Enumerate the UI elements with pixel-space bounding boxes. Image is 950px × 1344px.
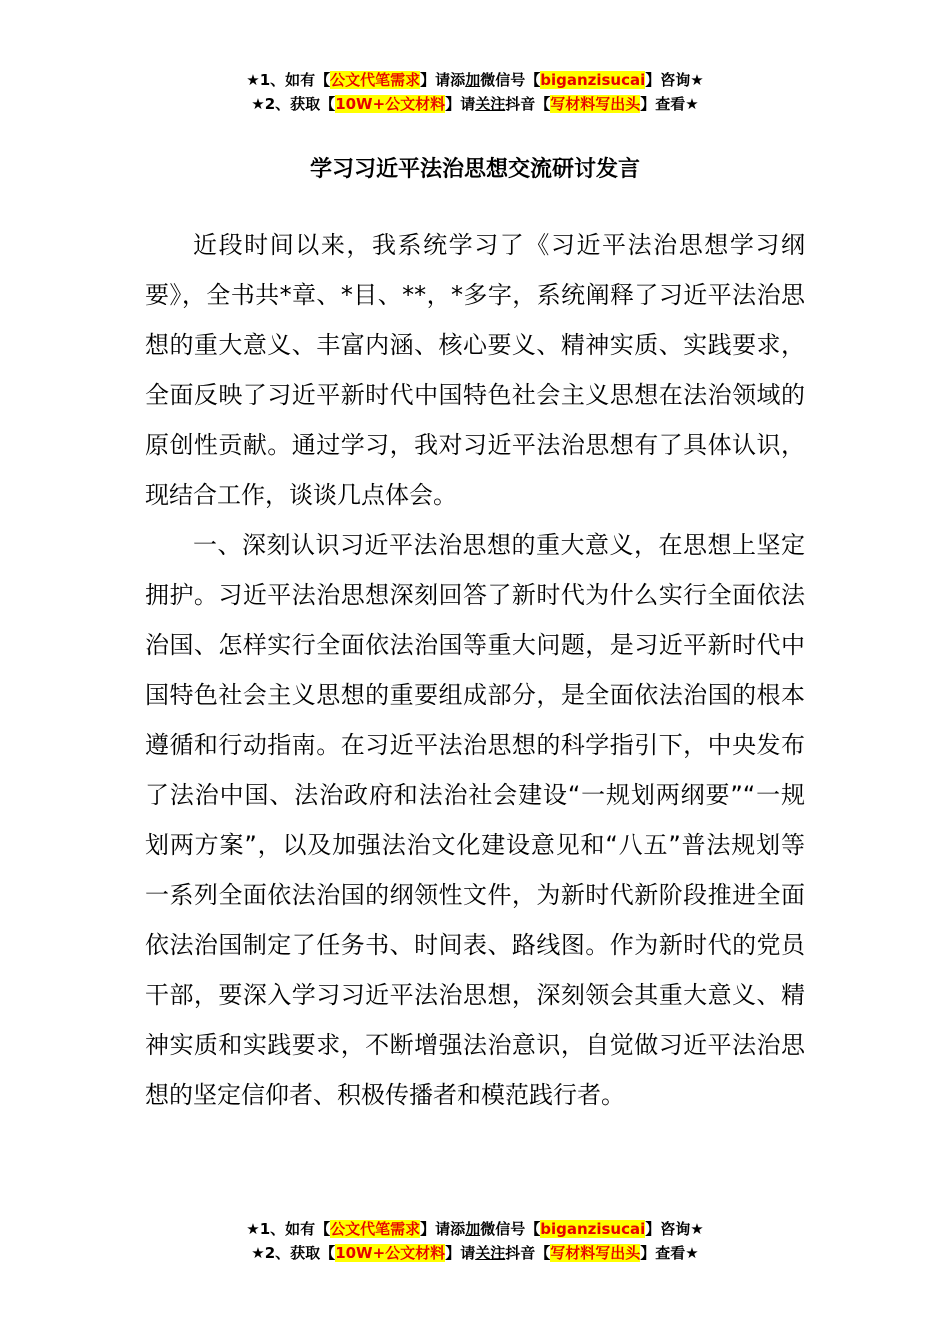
footer-line-2-prefix: ★2、获取【	[251, 1244, 336, 1262]
footer-line-1-underlined: 加	[465, 1220, 481, 1238]
banner-line-2	[0, 92, 950, 116]
highlight-douyin-account: 写材料写出头	[550, 95, 641, 113]
banner-line-1-mid2: 微信号【	[480, 71, 541, 89]
footer-highlight-wechat-id: biganzisucai	[540, 1220, 646, 1238]
footer-banner-line-2	[0, 1241, 950, 1265]
banner-line-2-underlined: 关注	[475, 95, 506, 113]
footer-line-2-underlined: 关注	[475, 1244, 506, 1262]
banner-line-1-prefix: ★1、如有【	[246, 71, 331, 89]
banner-line-2-mid1: 】请	[445, 95, 476, 113]
footer-line-1-prefix: ★1、如有【	[246, 1220, 331, 1238]
highlight-ghostwriting: 公文代笔需求	[330, 71, 421, 89]
footer-highlight-ghostwriting: 公文代笔需求	[330, 1220, 421, 1238]
footer-banner-line-1	[0, 1217, 950, 1241]
banner-line-2-prefix: ★2、获取【	[251, 95, 336, 113]
banner-line-1-underlined: 加	[465, 71, 481, 89]
document-title: 学习习近平法治思想交流研讨发言	[309, 157, 640, 182]
banner-line-1	[0, 68, 950, 92]
footer-highlight-materials: 10W+公文材料	[335, 1244, 446, 1262]
banner-line-1-mid1: 】请添	[420, 71, 466, 89]
footer-line-2-mid2: 抖音【	[505, 1244, 551, 1262]
banner-line-1-suffix: 】咨询★	[645, 71, 704, 89]
footer-line-1-suffix: 】咨询★	[645, 1220, 704, 1238]
footer-line-2-suffix: 】查看★	[640, 1244, 699, 1262]
footer-banner	[0, 1217, 950, 1265]
footer-line-1-mid1: 】请添	[420, 1220, 466, 1238]
document-body	[145, 220, 805, 1120]
footer-highlight-douyin-account: 写材料写出头	[550, 1244, 641, 1262]
highlight-wechat-id: biganzisucai	[540, 71, 646, 89]
highlight-materials: 10W+公文材料	[335, 95, 446, 113]
header-banner	[0, 68, 950, 116]
banner-line-2-suffix: 】查看★	[640, 95, 699, 113]
footer-line-2-mid1: 】请	[445, 1244, 476, 1262]
footer-line-1-mid2: 微信号【	[480, 1220, 541, 1238]
paragraph-intro: 近段时间以来，我系统学习了《习近平法治思想学习纲要》，全书共*章、*目、**，*多字，系统阐释了习近平法治思想的重大意义、丰富内涵、核心要义、精神实质、实践要求，全面反映了习近平新时代中国特色社会主义思想在法治领域的原创性贡献。通过学习，我对习近平法治思想有了具体认识，现结合工作，谈谈几点体会。	[145, 231, 805, 509]
banner-line-2-mid2: 抖音【	[505, 95, 551, 113]
paragraph-section-one: 一、深刻认识习近平法治思想的重大意义，在思想上坚定拥护。习近平法治思想深刻回答了新时代为什么实行全面依法治国、怎样实行全面依法治国等重大问题，是习近平新时代中国特色社会主义思想的重要组成部分，是全面依法治国的根本遵循和行动指南。在习近平法治思想的科学指引下，中央发布了法治中国、法治政府和法治社会建设“一规划两纲要”“一规划两方案”，以及加强法治文化建设意见和“八五”普法规划等一系列全面依法治国的纲领性文件，为新时代新阶段推进全面依法治国制定了任务书、时间表、路线图。作为新时代的党员干部，要深入学习习近平法治思想，深刻领会其重大意义、精神实质和实践要求，不断增强法治意识，自觉做习近平法治思想的坚定信仰者、积极传播者和模范践行者。	[145, 531, 805, 1109]
